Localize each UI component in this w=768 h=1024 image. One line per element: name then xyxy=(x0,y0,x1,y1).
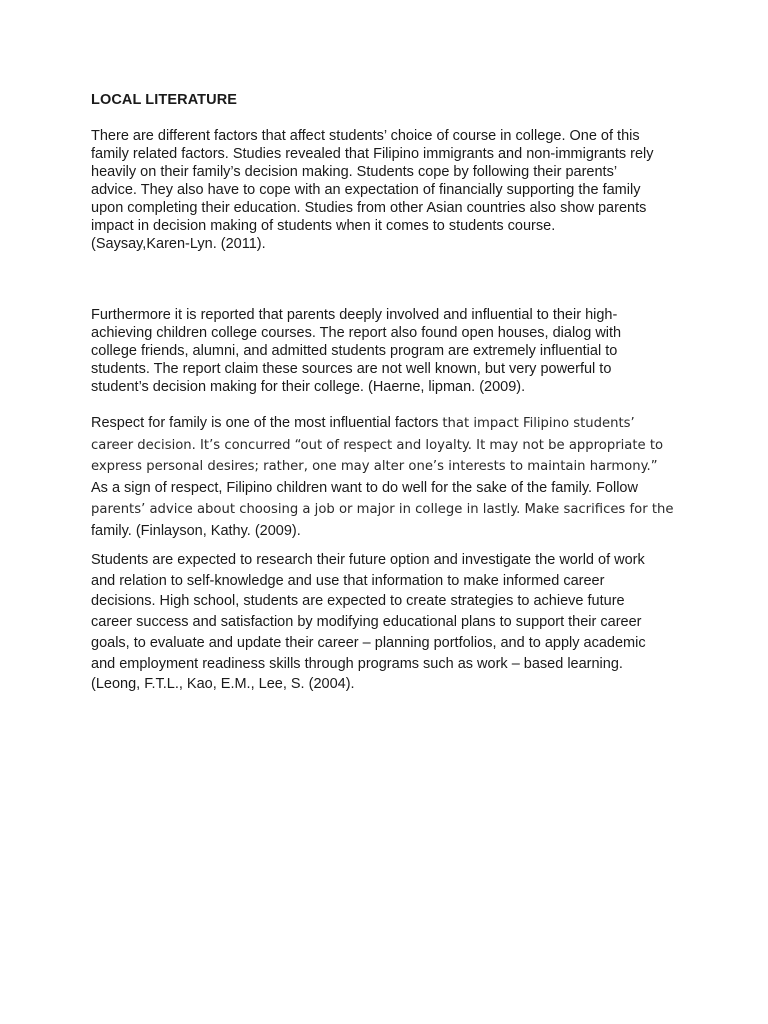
paragraph-line: goals, to evaluate and update their career – planning portfolios, and to apply academic xyxy=(91,634,646,651)
line-text-light: that impact Filipino students’ xyxy=(442,416,635,431)
paragraph-line: heavily on their family’s decision making. Students cope by following their parents’ xyxy=(91,164,618,180)
paragraph-line: career success and satisfaction by modifying educational plans to support their career xyxy=(91,614,642,631)
paragraph-line: achieving children college courses. The report also found open houses, dialog with xyxy=(91,325,622,341)
paragraph-line: (Saysay,Karen-Lyn. (2011). xyxy=(91,236,266,252)
paragraph-line: upon completing their education. Studies from other Asian countries also show parents xyxy=(91,200,647,216)
paragraph-4 xyxy=(91,550,691,695)
paragraph-2 xyxy=(91,306,691,396)
line-text-light: career decision. It’s concurred “out of respect and loyalty. It may not be appropriate to xyxy=(91,437,664,453)
paragraph-line: Students are expected to research their future option and investigate the world of work xyxy=(91,552,645,568)
line-text: family. (Finlayson, Kathy. (2009). xyxy=(91,522,301,539)
line-text: As a sign of respect, Filipino children want to do well for the sake of the family. Follow xyxy=(91,479,638,496)
paragraph-line: impact in decision making of students when it comes to students course. xyxy=(91,218,556,234)
paragraph-1 xyxy=(91,127,691,253)
paragraph-line: and relation to self-knowledge and use that information to make informed career xyxy=(91,572,605,589)
paragraph-line: students. The report claim these sources are not well known, but very powerful to xyxy=(91,361,612,377)
paragraph-line xyxy=(91,413,691,435)
paragraph-line: There are different factors that affect students’ choice of course in college. One of this xyxy=(91,128,640,144)
line-text: Respect for family is one of the most influential factors xyxy=(91,415,443,431)
paragraph-line: (Leong, F.T.L., Kao, E.M., Lee, S. (2004). xyxy=(91,676,355,693)
paragraph-line: and employment readiness skills through programs such as work – based learning. xyxy=(91,655,623,672)
line-text-light: express personal desires; rather, one may alter one’s interests to maintain harmony.” xyxy=(91,459,658,474)
paragraph-line: Furthermore it is reported that parents deeply involved and influential to their high- xyxy=(91,307,618,323)
paragraph-line: decisions. High school, students are expected to create strategies to achieve future xyxy=(91,593,625,610)
paragraph-line: student’s decision making for their college. (Haerne, lipman. (2009). xyxy=(91,379,526,395)
paragraph-line xyxy=(91,435,691,457)
paragraph-line xyxy=(91,499,691,521)
paragraph-line xyxy=(91,478,691,500)
paragraph-line xyxy=(91,456,691,478)
paragraph-line: college friends, alumni, and admitted students program are extremely influential to xyxy=(91,343,618,359)
paragraph-line: family related factors. Studies revealed that Filipino immigrants and non-immigrants rely xyxy=(91,146,654,162)
paragraph-line: advice. They also have to cope with an expectation of financially supporting the family xyxy=(91,182,641,198)
section-heading: LOCAL LITERATURE xyxy=(91,92,238,108)
paragraph-3 xyxy=(91,413,691,542)
paragraph-line xyxy=(91,521,691,543)
line-text-light: parents’ advice about choosing a job or major in college in lastly. Make sacrifices for the xyxy=(91,502,674,517)
